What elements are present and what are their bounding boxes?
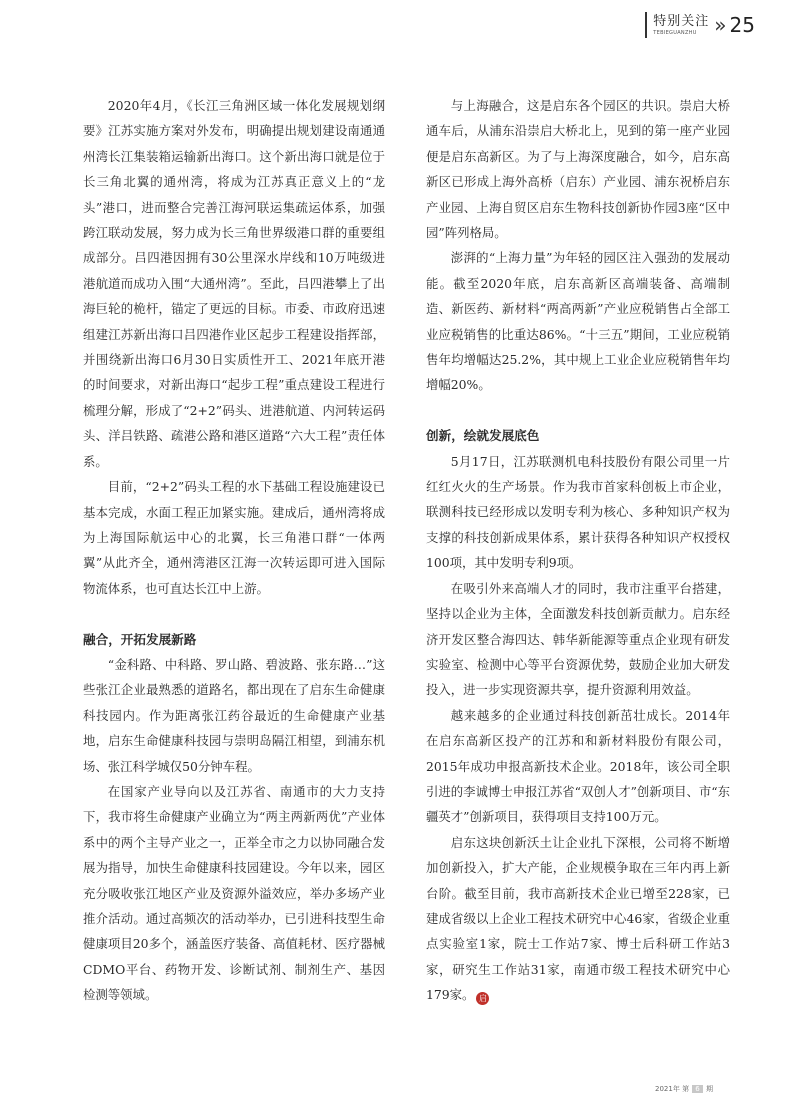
section-heading: 创新，绘就发展底色 — [426, 428, 540, 444]
footer-di: 第 — [682, 1085, 690, 1093]
paragraph: “金科路、中科路、罗山路、碧波路、张东路…”这些张江企业最熟悉的道路名，都出现在了启东生命健康科技园内。作为距离张江药谷最近的生命健康产业基地，启东生命健康科技园与崇明岛隔江相望，到浦东机场、张江科学城仅50分钟车程。 — [83, 656, 385, 774]
page-number: 25 — [729, 13, 755, 37]
paragraph: 澎湃的“上海力量”为年轻的园区注入强劲的发展动能。截至2020年底，启东高新区高端装备、高端制造、新医药、新材料“两高两新”产业应税销售占全部工业应税销售的比重达86%。“十三五”期间，工业应税销售年均增幅达25.2%，其中规上工业企业应税销售年均增幅20%。 — [426, 250, 730, 393]
page-footer — [655, 1084, 713, 1094]
end-mark-icon: 启 — [476, 992, 489, 1005]
footer-year: 2021年 — [655, 1085, 680, 1093]
paragraph: 目前，“2+2”码头工程的水下基础工程设施建设已基本完成，水面工程正加紧实施。建成后，通州湾将成为上海国际航运中心的北翼，长三角港口群“一体两翼”从此齐全，通州湾港区江海一次转运即可进入国际物流体系，也可直达长江中上游。 — [83, 479, 385, 596]
section-heading: 融合，开拓发展新路 — [83, 631, 197, 647]
left-column — [83, 93, 385, 1008]
chevron-right-icon: » — [714, 13, 727, 37]
header-divider — [645, 12, 647, 38]
spacer — [83, 601, 385, 626]
section-title: 特别关注 — [653, 13, 710, 29]
footer-issue-number: 6 — [692, 1085, 702, 1093]
paragraph-text: 启东这块创新沃土让企业扎下深根，公司将不断增加创新投入，扩大产能，企业规模争取在三年内再上新台阶。截至目前，我市高新技术企业已增至228家，已建成省级以上企业工程技术研究中心46家，省级企业重点实验室1家，院士工作站7家、博士后科研工作站3家，研究生工作站31家，南通市级工程技术研究中心179家。 — [426, 834, 730, 1003]
paragraph: 5月17日，江苏联测机电科技股份有限公司里一片红红火火的生产场景。作为我市首家科创板上市企业，联测科技已经形成以发明专利为核心、多种知识产权为支撑的科技创新成果体系，累计获得各种知识产权授权100项，其中发明专利9项。 — [426, 453, 730, 571]
paragraph-last — [426, 830, 730, 1008]
paragraph: 与上海融合，这是启东各个园区的共识。崇启大桥通车后，从浦东沿崇启大桥北上，见到的第一座产业园便是启东高新区。为了与上海深度融合，如今，启东高新区已形成上海外高桥（启东）产业园、浦东祝桥启东产业园、上海自贸区启东生物科技创新协作园3座“区中园”阵列格局。 — [426, 98, 730, 241]
paragraph: 在吸引外来高端人才的同时，我市注重平台搭建，坚持以企业为主体，全面激发科技创新贡献力。启东经济开发区整合海四达、韩华新能源等重点企业现有研发实验室、检测中心等平台资源优势，鼓励企业加大研发投入，进一步实现资源共享，提升资源利用效益。 — [426, 580, 730, 698]
spacer — [426, 398, 730, 423]
section-title-block — [653, 15, 709, 36]
paragraph: 在国家产业导向以及江苏省、南通市的大力支持下，我市将生命健康产业确立为“两主两新两优”产业体系中的两个主导产业之一，正举全市之力以协同融合发展为指导，加快生命健康科技园建设。今年以来，园区充分吸收张江地区产业及资源外溢效应，举办多场产业推介活动。通过高频次的活动举办，已引进科技型生命健康项目20多个，涵盖医疗装备、高值耗材、医疗器械CDMO平台、药物开发、诊断试剂、制剂生产、基因检测等领域。 — [83, 783, 385, 1003]
paragraph: 2020年4月，《长江三角洲区域一体化发展规划纲要》江苏实施方案对外发布，明确提出规划建设南通通州湾长江集装箱运输新出海口。这个新出海口就是位于长三角北翼的通州湾，将成为江苏真正意义上的“龙头”港口，进而整合完善江海河联运集疏运体系，加强跨江联动发展，努力成为长三角世界级港口群的重要组成部分。吕四港因拥有30公里深水岸线和10万吨级进港航道而成功入围“大通州湾”。至此，吕四港攀上了出海巨轮的桅杆，锚定了更远的目标。市委、市政府迅速组建江苏新出海口吕四港作业区起步工程建设指挥部，并围绕新出海口6月30日实质性开工、2021年底开港的时间要求，对新出海口“起步工程”重点建设工程进行梳理分解，形成了“2+2”码头、进港航道、内河转运码头、洋吕铁路、疏港公路和港区道路“六大工程”责任体系。 — [83, 98, 385, 469]
right-column — [426, 93, 730, 1008]
page-header — [645, 12, 755, 38]
footer-qi: 期 — [706, 1085, 713, 1093]
paragraph: 越来越多的企业通过科技创新茁壮成长。2014年在启东高新区投产的江苏和和新材料股份有限公司，2015年成功申报高新技术企业。2018年，该公司全职引进的李诚博士申报江苏省“双创人才”创新项目、市“东疆英才”创新项目，获得项目支持100万元。 — [426, 707, 730, 825]
section-title-pinyin: TEBIEGUANZHU — [653, 29, 697, 36]
